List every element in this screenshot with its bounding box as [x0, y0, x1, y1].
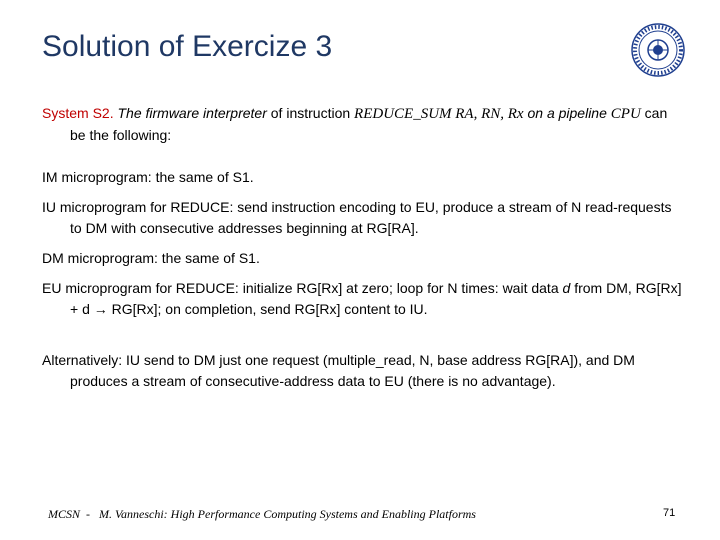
instruction-name: REDUCE_SUM RA, RN, Rx [354, 106, 524, 122]
iu-microprogram: IU microprogram for REDUCE: send instruction encoding to EU, produce a stream of N read-requests to DM with consecutive addresses beginning at RG[RA]. [42, 199, 672, 236]
eu-microprogram: EU microprogram for REDUCE: initialize RG[Rx] at zero; loop for N times: wait data d from DM, RG[Rx] + d → RG[Rx]; on completion, send RG[Rx] content to IU. [42, 280, 682, 317]
intro-paragraph: System S2. The firmware interpreter of instruction REDUCE_SUM RA, RN, Rx on a pipeline CPU can be the following: [42, 105, 668, 143]
university-seal-icon [630, 22, 686, 78]
alternative-note: Alternatively: IU send to DM just one request (multiple_read, N, base address RG[RA]), and DM produces a stream of consecutive-address data to EU (there is no advantage). [42, 352, 635, 389]
system-label: System S2. [42, 105, 114, 121]
footer: MCSN - M. Vanneschi: High Performance Computing Systems and Enabling Platforms [48, 507, 476, 521]
slide-content [42, 103, 682, 392]
slide-title: Solution of Exercize 3 [42, 30, 333, 63]
arrow-icon: → [93, 301, 108, 317]
dm-microprogram: DM microprogram: the same of S1. [42, 250, 260, 266]
im-microprogram: IM microprogram: the same of S1. [42, 169, 254, 185]
page-number: 71 [663, 507, 676, 519]
